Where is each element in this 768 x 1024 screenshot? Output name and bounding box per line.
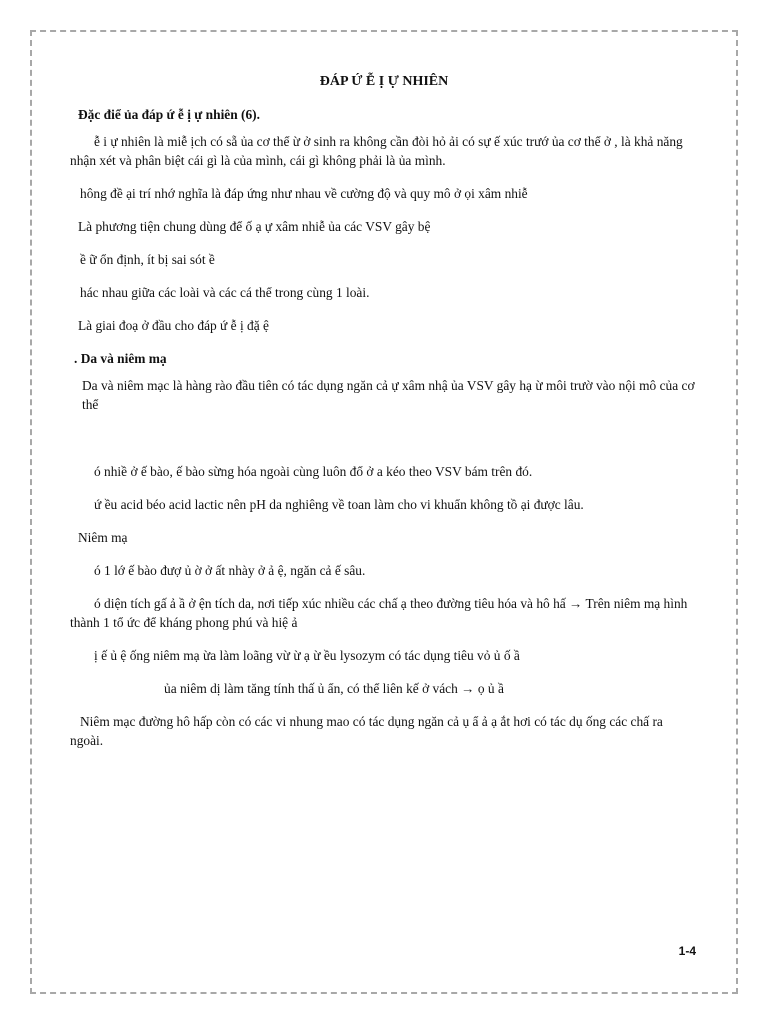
paragraph-mucosa-label: Niêm mạ: [78, 530, 128, 545]
page-number: 1-4: [678, 944, 696, 958]
paragraph-mucosa-area: ó diện tích gấ ả ầ ở ện tích da, nơi tiếp xúc nhiều các chấ ạ theo đường tiêu hóa và hô hấ → Trên niêm mạ hình thành 1 tổ ức để kháng phong phú và hiệ ả: [70, 596, 688, 630]
paragraph-barrier: Da và niêm mạc là hàng rào đầu tiên có tác dụng ngăn cả ự xâm nhậ ủa VSV gây hạ ừ môi trườ vào nội mô của cơ thể: [82, 378, 695, 412]
paragraph-mucus: ủa niêm dị làm tăng tính thấ ủ ẩn, có thể liên kế ở vách → ọ ủ ầ: [164, 681, 504, 696]
paragraph-skin-cells: ó nhiề ở ế bào, ế bào sừng hóa ngoài cùng luôn đổ ở a kéo theo VSV bám trên đó.: [94, 464, 533, 479]
paragraph-skin-ph: ứ ều acid béo acid lactic nên pH da nghiêng về toan làm cho vi khuẩn không tồ ại được lâu.: [94, 497, 584, 512]
document-title: ĐÁP Ứ Ễ Ị Ự NHIÊN: [319, 74, 449, 89]
paragraph-definition: ễ i ự nhiên là miễ ịch có sẵ ủa cơ thể ừ ở sinh ra không cần đòi hỏ ải có sự ế xúc trướ ủa cơ thể ở , là khả năng nhận xét và phân biệt cái gì là của mình, cái gì không phải là ủa mình.: [70, 134, 683, 168]
section-heading-characteristics: Đặc điể ủa đáp ứ ễ ị ự nhiên (6).: [78, 107, 260, 122]
paragraph-respiratory: Niêm mạc đường hô hấp còn có các vi nhung mao có tác dụng ngăn cả ụ ẩ ả ạ ắt hơi có tác dụ ống các chấ ra ngoài.: [70, 714, 663, 748]
paragraph-initial-stage: Là giai đoạ ở đầu cho đáp ứ ễ ị đặ ệ: [78, 318, 269, 333]
paragraph-common-means: Là phương tiện chung dùng để ố ạ ự xâm nhiễ ủa các VSV gây bệ: [78, 219, 431, 234]
section-heading-skin-mucosa: . Da và niêm mạ: [74, 351, 167, 366]
paragraph-lysozyme: ị ế ủ ệ ống niêm mạ ừa làm loãng vừ ừ ạ ừ ều lysozym có tác dụng tiêu vỏ ủ ố ầ: [94, 648, 520, 663]
paragraph-stable: ề ữ ổn định, ít bị sai sót ề: [80, 252, 215, 267]
paragraph-differences: hác nhau giữa các loài và các cá thể trong cùng 1 loài.: [80, 285, 370, 300]
paragraph-no-memory: hông đề ại trí nhớ nghĩa là đáp ứng như nhau về cường độ và quy mô ở ọi xâm nhiễ: [80, 186, 528, 201]
document-body: [70, 68, 698, 764]
paragraph-mucosa-layer: ó 1 lớ ế bào đượ ủ ờ ở ất nhày ở ả ệ, ngăn cả ế sâu.: [94, 563, 366, 578]
blank-gap: [70, 428, 698, 462]
